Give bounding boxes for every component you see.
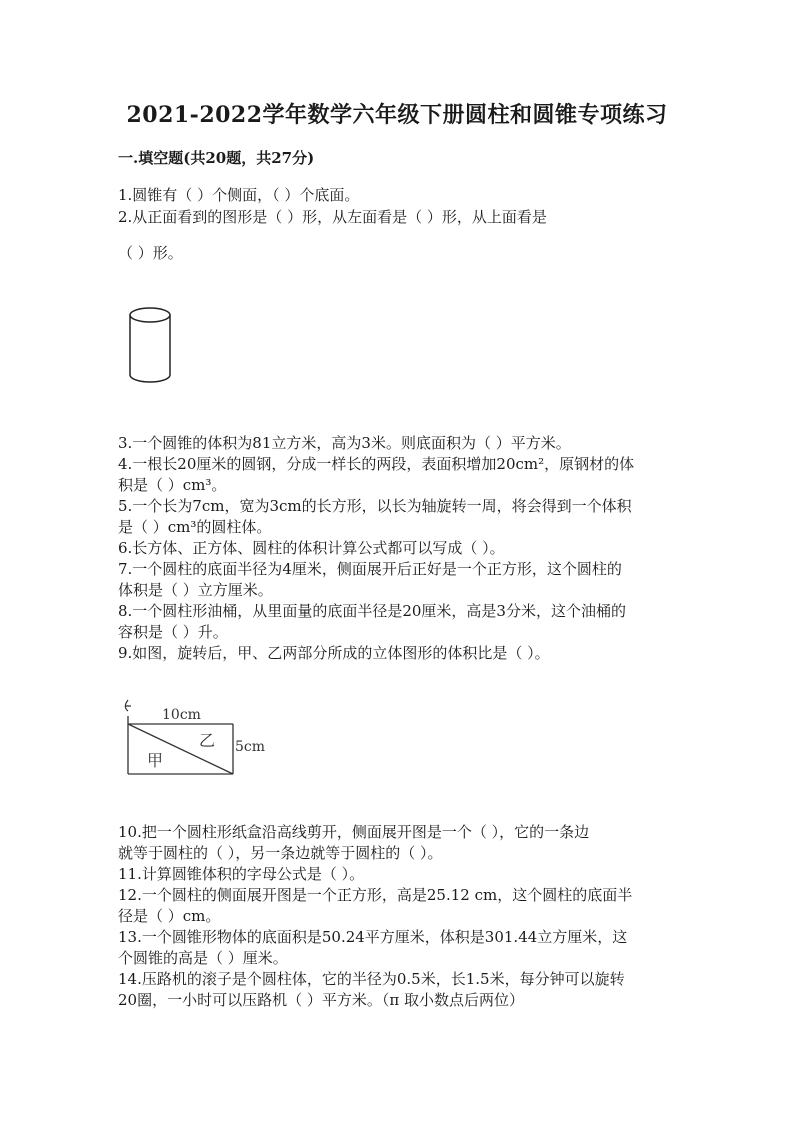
question-2-line-1: 2.从正面看到的图形是（ ）形，从左面看是（ ）形，从上面看是	[118, 208, 547, 226]
part-a-label: 甲	[147, 751, 164, 770]
question-4-line-1: 4.一根长20厘米的圆钢，分成一样长的两段，表面积增加20cm²，原钢材的体	[118, 455, 635, 473]
question-10-line-1: 10.把一个圆柱形纸盒沿高线剪开，侧面展开图是一个（ ），它的一条边	[118, 823, 590, 841]
question-7-line-1: 7.一个圆柱的底面半径为4厘米，侧面展开后正好是一个正方形，这个圆柱的	[118, 560, 622, 578]
question-5-line-2: 是（ ）cm³的圆柱体。	[118, 518, 272, 536]
question-4-line-2: 积是（ ）cm³。	[118, 476, 227, 494]
question-7-line-2: 体积是（ ）立方厘米。	[118, 581, 273, 599]
question-6: 6.长方体、正方体、圆柱的体积计算公式都可以写成（ ）。	[118, 539, 505, 557]
question-13-line-1: 13.一个圆锥形物体的底面积是50.24平方厘米，体积是301.44立方厘米，这	[118, 928, 628, 946]
question-3: 3.一个圆锥的体积为81立方米，高为3米。则底面积为（ ）平方米。	[118, 434, 571, 452]
question-1: 1.圆锥有（ ）个侧面，（ ）个底面。	[118, 186, 360, 204]
rotation-arrow-icon	[125, 700, 131, 711]
question-9: 9.如图，旋转后，甲、乙两部分所成的立体图形的体积比是（ ）。	[118, 644, 550, 662]
cylinder-figure	[120, 300, 180, 390]
question-14-line-2: 20圈，一小时可以压路机（ ）平方米。（π 取小数点后两位）	[118, 991, 524, 1009]
question-12-line-2: 径是（ ）cm。	[118, 907, 221, 925]
question-13-line-2: 个圆锥的高是（ ）厘米。	[118, 949, 288, 967]
width-label: 5cm	[235, 739, 266, 755]
part-b-label: 乙	[199, 731, 216, 750]
question-14-line-1: 14.压路机的滚子是个圆柱体，它的半径为0.5米，长1.5米，每分钟可以旋转	[118, 970, 625, 988]
question-10-line-2: 就等于圆柱的（ ），另一条边就等于圆柱的（ ）。	[118, 844, 443, 862]
question-2-line-2: （ ）形。	[118, 244, 183, 262]
question-11: 11.计算圆锥体积的字母公式是（ ）。	[118, 865, 365, 883]
rectangle-rotation-figure	[115, 696, 285, 780]
question-12-line-1: 12.一个圆柱的侧面展开图是一个正方形，高是25.12 cm，这个圆柱的底面半	[118, 886, 633, 904]
question-8-line-1: 8.一个圆柱形油桶，从里面量的底面半径是20厘米，高是3分米，这个油桶的	[118, 602, 626, 620]
question-5-line-1: 5.一个长为7cm，宽为3cm的长方形，以长为轴旋转一周，将会得到一个体积	[118, 497, 632, 515]
question-8-line-2: 容积是（ ）升。	[118, 623, 228, 641]
section-heading: 一.填空题(共20题，共27分)	[118, 149, 315, 167]
page-title: 2021-2022学年数学六年级下册圆柱和圆锥专项练习	[126, 102, 668, 128]
length-label: 10cm	[162, 707, 201, 723]
